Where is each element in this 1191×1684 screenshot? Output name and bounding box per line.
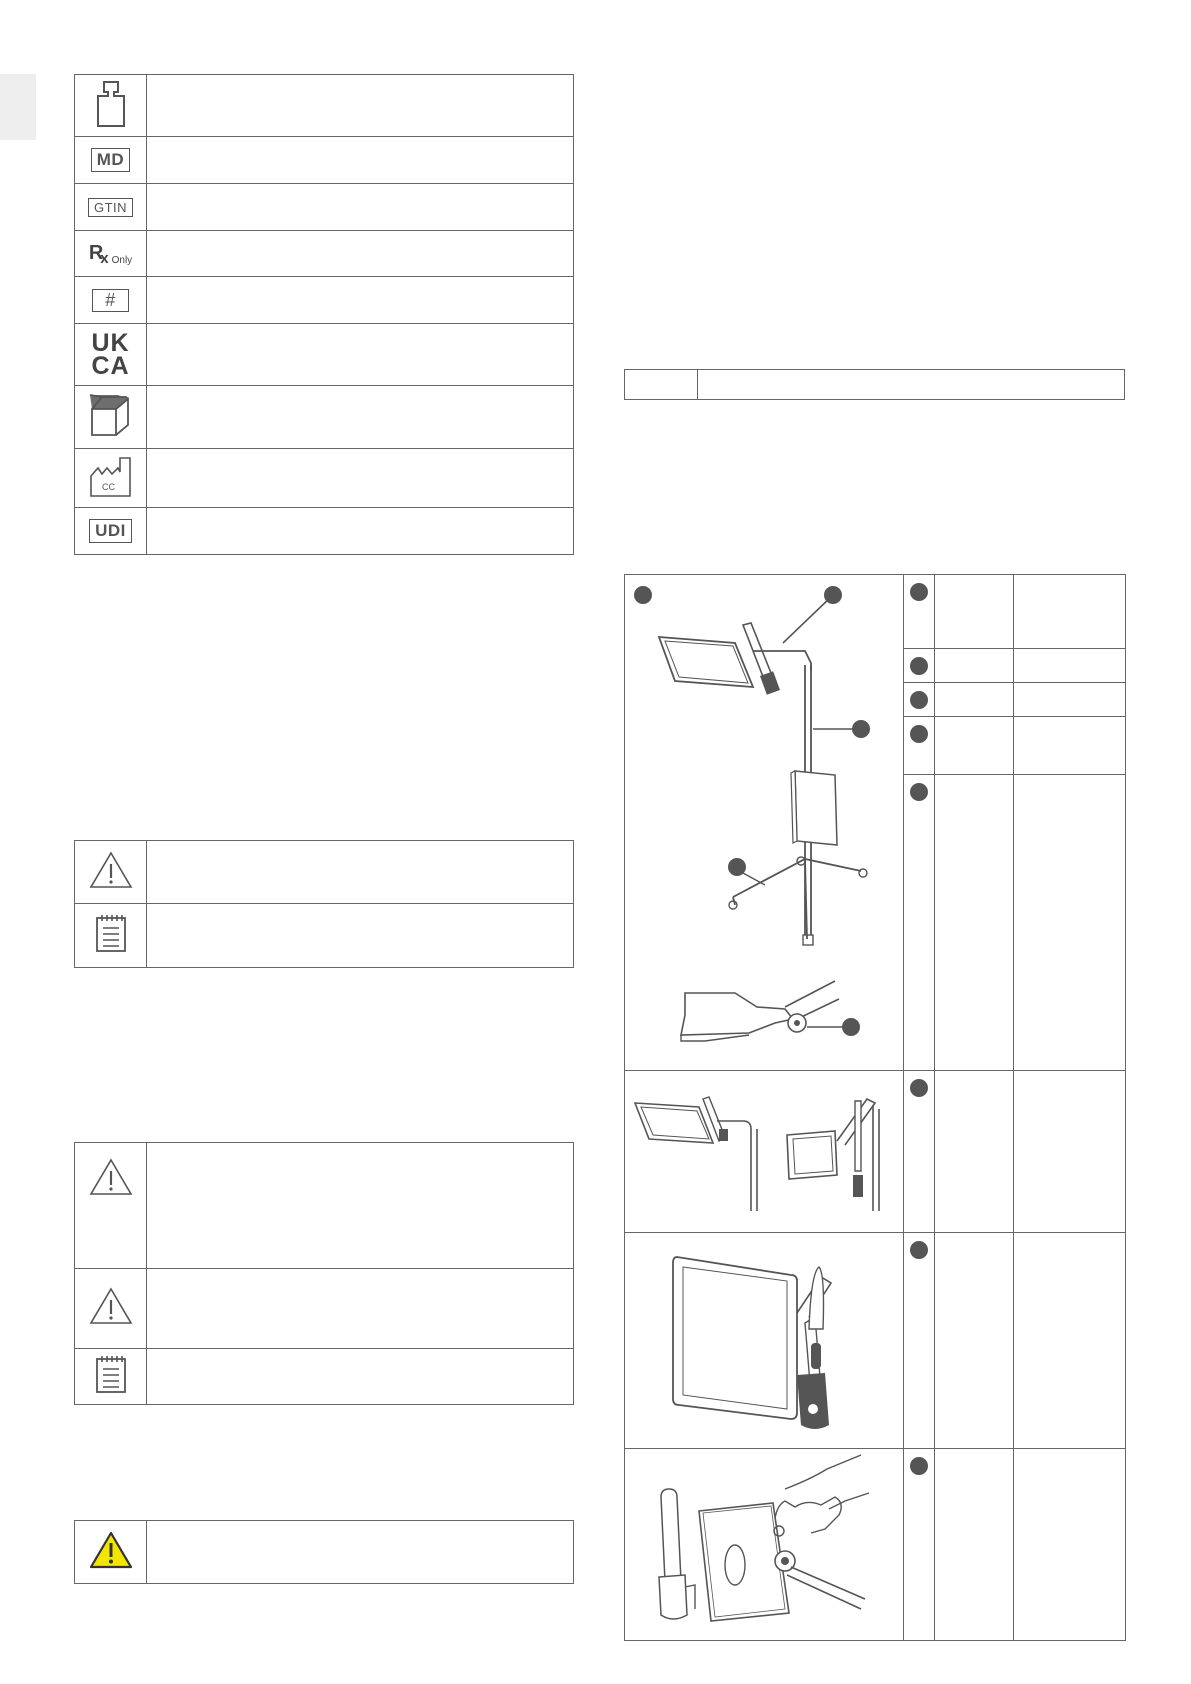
step-marker-cell (904, 775, 935, 1071)
step-marker-cell (904, 649, 935, 683)
step-description-cell (1013, 683, 1125, 717)
symbol-description (147, 184, 574, 231)
step-marker (910, 691, 928, 709)
step-part-cell (934, 649, 1013, 683)
step-marker (910, 583, 928, 601)
symbol-cell (75, 184, 147, 231)
step-marker (910, 783, 928, 801)
monitor-detail-illustration (625, 1233, 903, 1447)
safety-icon-cell (75, 1269, 147, 1349)
safety-table-3 (74, 1520, 574, 1584)
udi-icon: UDI (89, 519, 132, 543)
small-table-value (698, 370, 1125, 400)
symbol-description (147, 137, 574, 184)
safety-icon-cell (75, 1349, 147, 1405)
note-icon (94, 1354, 128, 1394)
warning-icon (89, 850, 133, 890)
mounting-illustration (625, 1449, 903, 1639)
step-marker-cell (904, 1449, 935, 1641)
safety-table-2 (74, 1142, 574, 1405)
safety-description (147, 1521, 574, 1584)
symbol-cell (75, 386, 147, 449)
step-description-cell (1013, 1449, 1125, 1641)
step-marker (910, 725, 928, 743)
weight-icon (91, 78, 131, 128)
step-description-cell (1013, 775, 1125, 1071)
step-part-cell (934, 683, 1013, 717)
symbol-cell (75, 75, 147, 137)
open-box-icon (88, 391, 134, 439)
step-marker (910, 1079, 928, 1097)
figure-monitor-detail (625, 1233, 904, 1449)
step-marker-cell (904, 683, 935, 717)
step-part-cell (934, 717, 1013, 775)
hash-icon: # (92, 289, 129, 312)
step-description-cell (1013, 1071, 1125, 1233)
rx-only-icon: Rx $_{Only}$ (88, 242, 133, 267)
page-tab (0, 74, 36, 140)
step-description-cell (1013, 575, 1125, 649)
safety-icon-cell (75, 1143, 147, 1269)
safety-icon-cell (75, 904, 147, 968)
symbol-description (147, 324, 574, 386)
step-marker-cell (904, 575, 935, 649)
symbol-description (147, 508, 574, 555)
step-part-cell (934, 575, 1013, 649)
small-table-key (625, 370, 698, 400)
step-part-cell (934, 775, 1013, 1071)
figure-cart-overview (625, 575, 904, 1071)
symbol-description (147, 386, 574, 449)
safety-description (147, 904, 574, 968)
warning-icon (89, 1286, 133, 1326)
symbol-cell (75, 277, 147, 324)
step-marker-cell (904, 1071, 935, 1233)
symbol-cell (75, 137, 147, 184)
safety-table-1 (74, 840, 574, 968)
step-marker (910, 657, 928, 675)
safety-description (147, 1349, 574, 1405)
step-marker-cell (904, 1233, 935, 1449)
safety-description (147, 841, 574, 904)
symbol-description (147, 449, 574, 508)
gtin-icon: GTIN (88, 198, 133, 217)
warning-icon (89, 1157, 133, 1197)
md-icon: MD (91, 148, 130, 172)
symbol-description (147, 277, 574, 324)
symbol-cell (75, 324, 147, 386)
cart-overview-illustration (625, 575, 903, 1069)
step-description-cell (1013, 717, 1125, 775)
step-part-cell (934, 1071, 1013, 1233)
step-part-cell (934, 1449, 1013, 1641)
symbol-description (147, 231, 574, 277)
assembly-table (624, 574, 1126, 1641)
warning-yellow-icon (89, 1530, 133, 1570)
step-marker-cell (904, 717, 935, 775)
safety-icon-cell (75, 1521, 147, 1584)
step-description-cell (1013, 649, 1125, 683)
ukca-icon: UK CA (91, 328, 130, 380)
step-marker (910, 1457, 928, 1475)
symbol-description (147, 75, 574, 137)
step-description-cell (1013, 1233, 1125, 1449)
symbols-table (74, 74, 574, 555)
symbol-cell (75, 449, 147, 508)
monitor-positions-illustration (625, 1071, 903, 1231)
symbol-cell (75, 508, 147, 555)
small-info-table (624, 369, 1125, 400)
figure-monitor-positions (625, 1071, 904, 1233)
step-part-cell (934, 1233, 1013, 1449)
step-marker (910, 1241, 928, 1259)
symbol-cell (75, 231, 147, 277)
figure-mounting (625, 1449, 904, 1641)
safety-description (147, 1143, 574, 1269)
note-icon (94, 913, 128, 953)
safety-description (147, 1269, 574, 1349)
factory-cc-label: CC (101, 481, 115, 492)
safety-icon-cell (75, 841, 147, 904)
factory-cc-icon (88, 454, 134, 498)
